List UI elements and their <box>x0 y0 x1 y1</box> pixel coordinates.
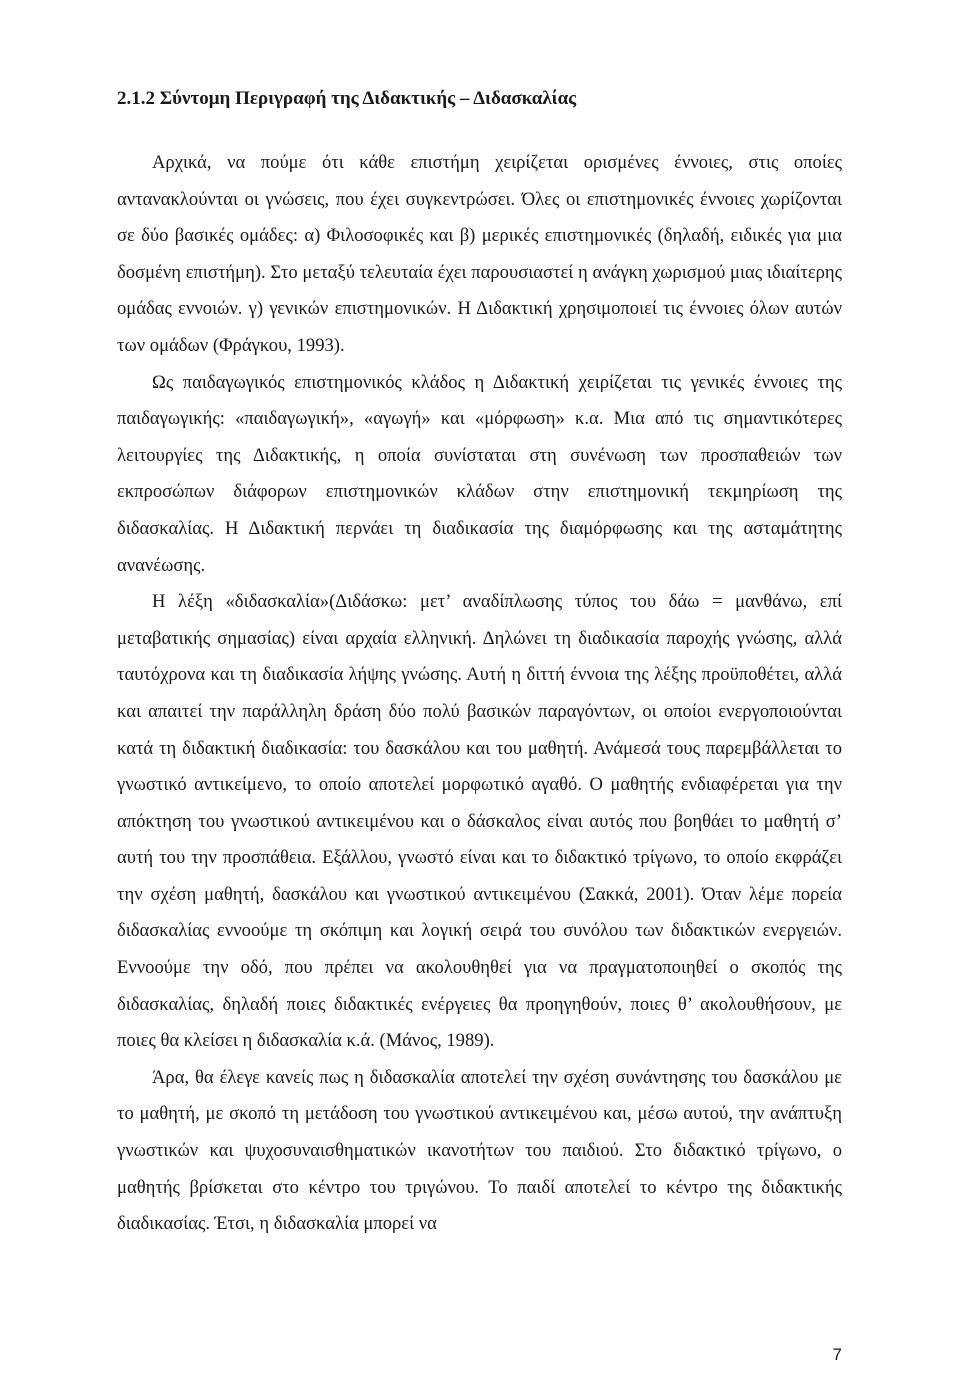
paragraph-3: Η λέξη «διδασκαλία»(Διδάσκω: μετ’ αναδίπλωσης τύπος του δάω = μανθάνω, επί μεταβατικής σημασίας) είναι αρχαία ελληνική. Δηλώνει τη διαδικασία παροχής γνώσης, αλλά ταυτόχρονα και τη διαδικασία λήψης γνώσης. Αυτή η διττή έννοια της λέξης προϋποθέτει, αλλά και απαιτεί την παράλληλη δράση δύο πολύ βασικών παραγόντων, οι οποίοι ενεργοποιούνται κατά τη διδακτική διαδικασία: του δασκάλου και του μαθητή. Ανάμεσά τους παρεμβάλλεται το γνωστικό αντικείμενο, το οποίο αποτελεί μορφωτικό αγαθό. Ο μαθητής ενδιαφέρεται για την απόκτηση του γνωστικού αντικειμένου και ο δάσκαλος είναι αυτός που βοηθάει το μαθητή σ’ αυτή του την προσπάθεια. Εξάλλου, γνωστό είναι και το διδακτικό τρίγωνο, το οποίο εκφράζει την σχέση μαθητή, δασκάλου και γνωστικού αντικειμένου (Σακκά, 2001). Όταν λέμε πορεία διδασκαλίας εννοούμε τη σκόπιμη και λογική σειρά του συνόλου των διδακτικών ενεργειών. Εννοούμε την οδό, που πρέπει να ακολουθηθεί για να πραγματοποιηθεί ο σκοπός της διδασκαλίας, δηλαδή ποιες διδακτικές ενέργειες θα προηγηθούν, ποιες θ’ ακολουθήσουν, με ποιες θα κλείσει η διδασκαλία κ.ά. (Μάνος, 1989). <box>117 591 842 1052</box>
paragraph-4: Άρα, θα έλεγε κανείς πως η διδασκαλία αποτελεί την σχέση συνάντησης του δασκάλου με το μαθητή, με σκοπό τη μετάδοση του γνωστικού αντικειμένου και, μέσω αυτού, την ανάπτυξη γνωστικών και ψυχοσυναισθηματικών ικανοτήτων του παιδιού. Στο διδακτικό τρίγωνο, ο μαθητής βρίσκεται στο κέντρο του τριγώνου. Το παιδί αποτελεί το κέντρο της διδακτικής διαδικασίας. Έτσι, η διδασκαλία μπορεί να <box>117 1066 842 1235</box>
section-heading: 2.1.2 Σύντομη Περιγραφή της Διδακτικής – Διδασκαλίας <box>117 88 577 109</box>
paragraph-1: Αρχικά, να πούμε ότι κάθε επιστήμη χειρίζεται ορισμένες έννοιες, στις οποίες αντανακλούνται οι γνώσεις, που έχει συγκεντρώσει. Όλες οι επιστημονικές έννοιες χωρίζονται σε δύο βασικές ομάδες: α) Φιλοσοφικές και β) μερικές επιστημονικές (δηλαδή, ειδικές για μια δοσμένη επιστήμη). Στο μεταξύ τελευταία έχει παρουσιαστεί η ανάγκη χωρισμού μιας ιδιαίτερης ομάδας εννοιών. γ) γενικών επιστημονικών. Η Διδακτική χρησιμοποιεί τις έννοιες όλων αυτών των ομάδων (Φράγκου, 1993). <box>117 152 842 356</box>
page-number: 7 <box>832 1345 842 1364</box>
paragraph-2: Ως παιδαγωγικός επιστημονικός κλάδος η Διδακτική χειρίζεται τις γενικές έννοιες της παιδαγωγικής: «παιδαγωγική», «αγωγή» και «μόρφωση» κ.α. Μια από τις σημαντικότερες λειτουργίες της Διδακτικής, η οποία συνίσταται στη συνένωση των προσπαθειών των εκπροσώπων διάφορων επιστημονικών κλάδων στην επιστημονική τεκμηρίωση της διδασκαλίας. Η Διδακτική περνάει τη διαδικασία της διαμόρφωσης και της ασταμάτητης ανανέωσης. <box>117 371 842 576</box>
document-page <box>117 84 842 1243</box>
